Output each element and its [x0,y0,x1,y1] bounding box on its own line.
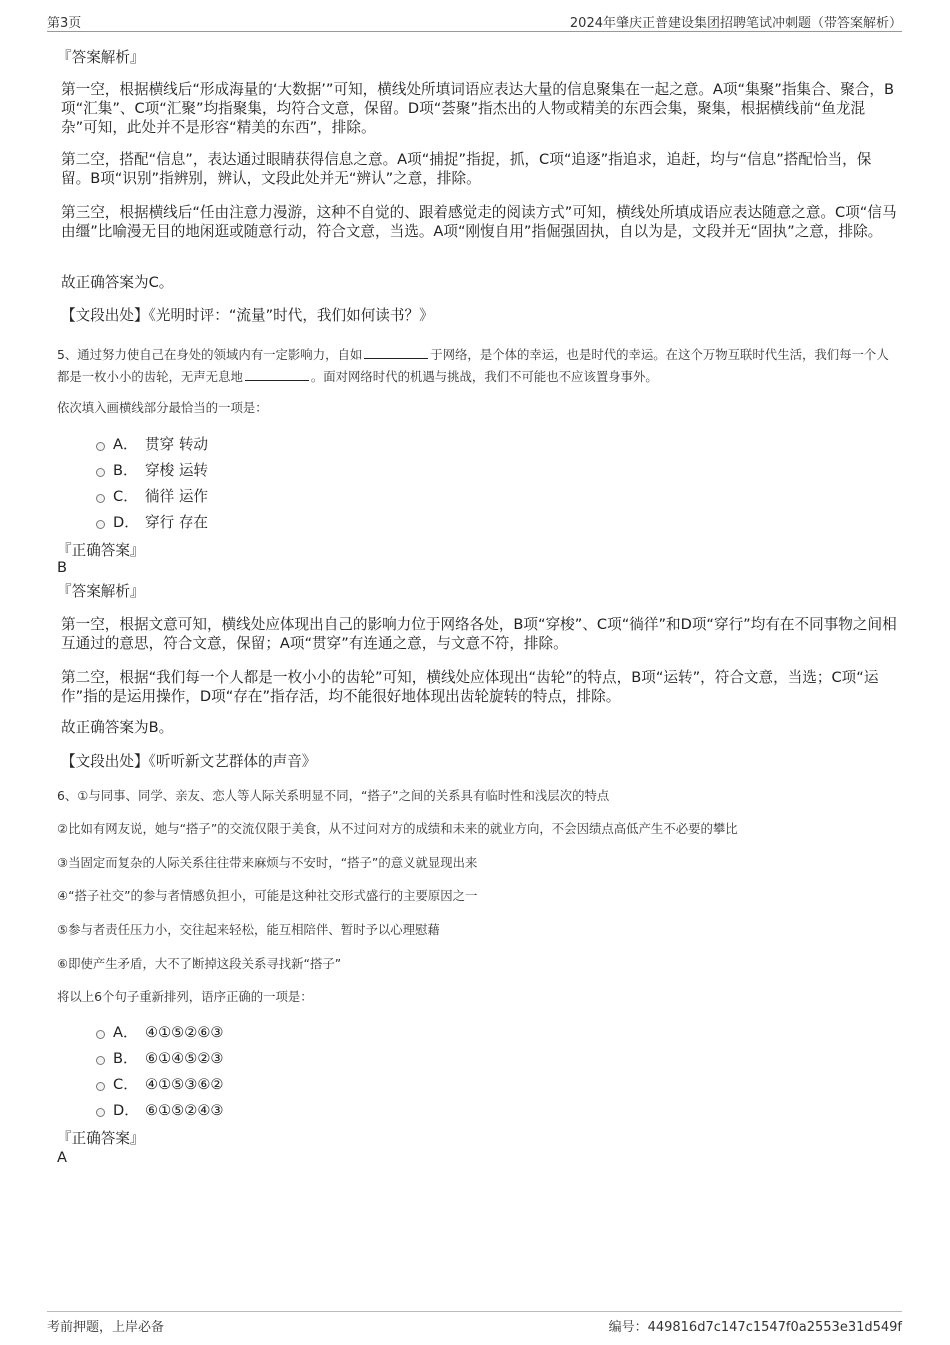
q6-sentence-5: ⑤参与者责任压力小，交往起来轻松，能互相陪伴、暂时予以心理慰藉 [57,922,440,937]
q5-analysis-label: 『答案解析』 [57,583,145,600]
q5-stem-part3: 。面对网络时代的机遇与挑战，我们不可能也不应该置身事外。 [310,369,658,384]
q5-answer-label: 『正确答案』 [57,542,145,559]
q5-option-d[interactable]: D． 穿行 存在 [96,514,208,532]
q5-analysis-para1: 第一空，根据文意可知，横线处应体现出自己的影响力位于网络各处，B项“穿梭”、C项“徜徉”和D项“穿行”均有在不同事物之间相互通过的意思，符合文意，保留；A项“贯穿”有连通之意，与文意不符，排除。 [61,616,897,652]
radio-icon[interactable] [96,494,105,503]
footer-code-value: 449816d7c147c1547f0a2553e31d549f [647,1320,902,1335]
q4-analysis-label: 『答案解析』 [57,49,145,66]
radio-icon[interactable] [96,1082,105,1091]
q6-answer-label: 『正确答案』 [57,1130,145,1147]
q5-stem-part1: 5、通过努力使自己在身处的领域内有一定影响力，自如 [57,347,363,362]
q6-answer: A [57,1149,67,1166]
q5-conclusion: 故正确答案为B。 [61,719,174,736]
radio-icon[interactable] [96,1056,105,1065]
radio-icon[interactable] [96,442,105,451]
q5-answer: B [57,559,68,576]
footer-divider [47,1311,902,1312]
q6-prompt: 将以上6个句子重新排列，语序正确的一项是： [57,989,313,1004]
q5-source: 【文段出处】《听听新文艺群体的声音》 [61,753,317,770]
q6-option-b[interactable]: B． ⑥①④⑤②③ [96,1050,224,1068]
radio-icon[interactable] [96,468,105,477]
q5-option-c[interactable]: C． 徜徉 运作 [96,488,208,506]
q5-option-a[interactable]: A． 贯穿 转动 [96,436,208,454]
q5-stem-part2: 于网络，是个体的幸运，也是时代的幸运。在这个万物互联时代生活，我们每一个人都是一枚小小的齿轮，无声无息地 [57,347,889,384]
q6-sentence-1: 6、①与同事、同学、亲友、恋人等人际关系明显不同，“搭子”之间的关系具有临时性和浅层次的特点 [57,788,610,803]
q6-sentence-2: ②比如有网友说，她与“搭子”的交流仅限于美食，从不过问对方的成绩和未来的就业方向，不会因绩点高低产生不必要的攀比 [57,821,738,836]
header-divider [47,31,902,32]
page-number: 第3页 [47,16,82,31]
q5-option-b[interactable]: B． 穿梭 运转 [96,462,208,480]
q4-analysis-para3: 第三空，根据横线后“任由注意力漫游，这种不自觉的、跟着感觉走的阅读方式”可知，横线处所填成语应表达随意之意。C项“信马由缰”比喻漫无目的地闲逛或随意行动，符合文意，当选。A项“刚愎自用”指倔强固执，自以为是，文段并无“固执”之意，排除。 [61,204,897,240]
q4-conclusion: 故正确答案为C。 [61,274,174,291]
footer-slogan: 考前押题，上岸必备 [47,1320,165,1335]
q6-option-c[interactable]: C． ④①⑤③⑥② [96,1076,224,1094]
document-title: 2024年肇庆正普建设集团招聘笔试冲刺题（带答案解析） [569,16,902,31]
radio-icon[interactable] [96,1030,105,1039]
q5-prompt: 依次填入画横线部分最恰当的一项是： [57,400,268,415]
q4-analysis-para1: 第一空，根据横线后“形成海量的‘大数据’”可知，横线处所填词语应表达大量的信息聚集在一起之意。A项“集聚”指集合、聚合，B项“汇集”、C项“汇聚”均指聚集，均符合文意，保留。D项“荟聚”指杰出的人物或精美的东西会集，聚集，根据横线前“鱼龙混杂”可知，此处并不是形容“精美的东西”，排除。 [61,81,894,136]
radio-icon[interactable] [96,520,105,529]
q5-blank-1 [364,346,428,359]
q6-sentence-3: ③当固定而复杂的人际关系往往带来麻烦与不安时，“搭子”的意义就显现出来 [57,855,478,870]
q5-blank-2 [245,368,309,381]
q6-option-d[interactable]: D． ⑥①⑤②④③ [96,1102,224,1120]
q5-stem [57,344,897,388]
q6-sentence-6: ⑥即使产生矛盾，大不了断掉这段关系寻找新“搭子” [57,956,342,971]
q4-analysis-para2: 第二空，搭配“信息”，表达通过眼睛获得信息之意。A项“捕捉”指捉，抓，C项“追逐”指追求，追赶，均与“信息”搭配恰当，保留。B项“识别”指辨别，辨认，文段此处并无“辨认”之意，排除。 [61,151,872,187]
q6-sentence-4: ④“搭子社交”的参与者情感负担小，可能是这种社交形式盛行的主要原因之一 [57,888,478,903]
q4-source: 【文段出处】《光明时评：“流量”时代，我们如何读书？》 [61,307,434,324]
footer-code-label: 编号： [608,1320,648,1335]
q5-analysis-para2: 第二空，根据“我们每一个人都是一枚小小的齿轮”可知，横线处应体现出“齿轮”的特点，B项“运转”，符合文意，当选；C项“运作”指的是运用操作，D项“存在”指存活，均不能很好地体现出齿轮旋转的特点，排除。 [61,669,879,705]
footer-code [609,1316,902,1335]
radio-icon[interactable] [96,1108,105,1117]
q6-option-a[interactable]: A． ④①⑤②⑥③ [96,1024,224,1042]
